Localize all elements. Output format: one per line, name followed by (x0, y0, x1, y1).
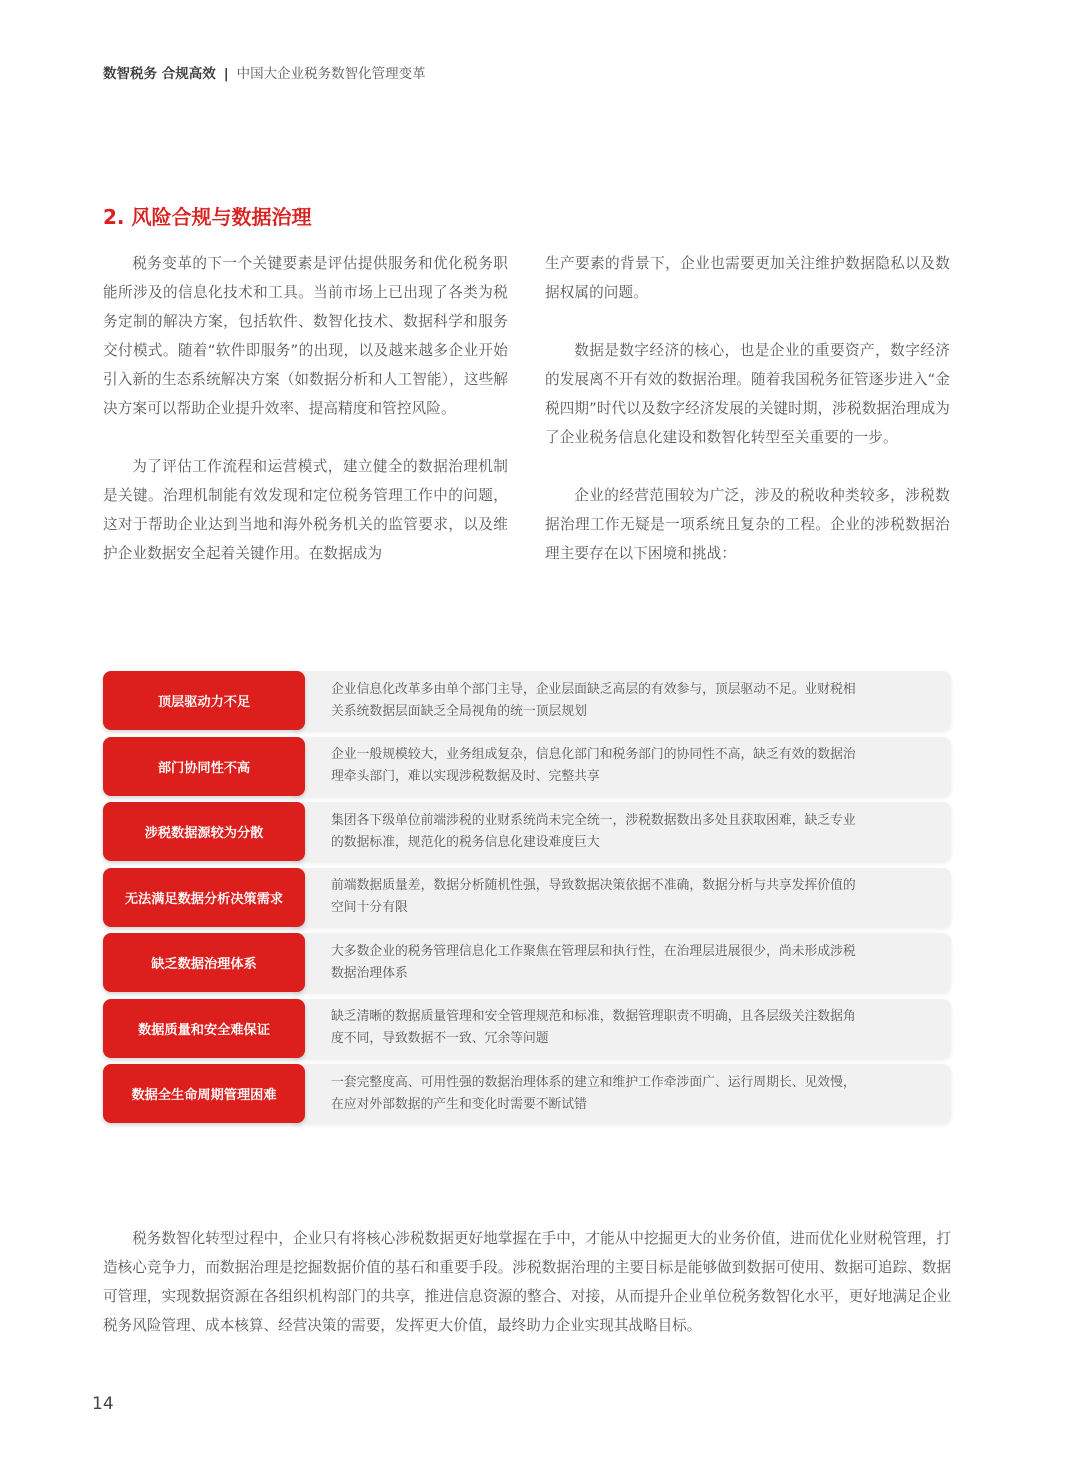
challenge-row (103, 802, 951, 861)
right-paragraph-2: 数据是数字经济的核心，也是企业的重要资产，数字经济的发展离不开有效的数据治理。随着我国税务征管逐步进入“金税四期”时代以及数字经济发展的关键时期，涉税数据治理成为了企业税务信息化建设和数智化转型至关重要的一步。 (545, 342, 950, 446)
left-paragraph-1: 税务变革的下一个关键要素是评估提供服务和优化税务职能所涉及的信息化技术和工具。当前市场上已出现了各类为税务定制的解决方案，包括软件、数智化技术、数据科学和服务交付模式。随着“软件即服务”的出现，以及越来越多企业开始引入新的生态系统解决方案（如数据分析和人工智能），这些解决方案可以帮助企业提升效率、提高精度和管控风险。 (103, 255, 508, 417)
challenge-label: 涉税数据源较为分散 (103, 802, 305, 861)
right-paragraph-1: 生产要素的背景下，企业也需要更加关注维护数据隐私以及数据权属的问题。 (545, 255, 950, 301)
challenge-label: 顶层驱动力不足 (103, 671, 305, 730)
challenge-row (103, 1064, 951, 1123)
challenge-description-line: 集团各下级单位前端涉税的业财系统尚未完全统一，涉税数据数出多处且获取困难，缺乏专业 (331, 812, 856, 828)
challenge-row (103, 868, 951, 927)
header-brand: 数智税务 合规高效 (103, 66, 216, 82)
challenge-description-line: 在应对外部数据的产生和变化时需要不断试错 (331, 1096, 587, 1112)
challenge-description (293, 737, 951, 796)
challenges-list (103, 671, 951, 1130)
challenge-label: 数据质量和安全难保证 (103, 999, 305, 1058)
challenge-description-line: 数据治理体系 (331, 965, 408, 981)
challenge-row (103, 999, 951, 1058)
challenge-description-line: 前端数据质量差，数据分析随机性强，导致数据决策依据不准确，数据分析与共享发挥价值的 (331, 878, 856, 893)
challenge-label: 数据全生命周期管理困难 (103, 1064, 305, 1123)
challenge-description-line: 缺乏清晰的数据质量管理和安全管理规范和标准，数据管理职责不明确，且各层级关注数据角 (331, 1009, 856, 1024)
right-column (545, 249, 950, 568)
challenge-row (103, 671, 951, 730)
challenge-label: 部门协同性不高 (103, 737, 305, 796)
challenge-description (293, 802, 951, 861)
header-subtitle: 中国大企业税务数智化管理变革 (236, 66, 426, 82)
challenge-label: 缺乏数据治理体系 (103, 933, 305, 992)
challenge-description (293, 671, 951, 730)
header-separator: | (223, 66, 229, 82)
challenge-description-line: 空间十分有限 (331, 900, 408, 915)
challenge-description-line: 的数据标准，规范化的税务信息化建设难度巨大 (331, 834, 600, 850)
challenge-description (293, 999, 951, 1058)
challenge-label: 无法满足数据分析决策需求 (103, 868, 305, 927)
challenge-description-line: 度不同，导致数据不一致、冗余等问题 (331, 1031, 549, 1046)
page-number: 14 (92, 1394, 114, 1414)
left-column (103, 249, 508, 568)
right-paragraph-3: 企业的经营范围较为广泛，涉及的税收种类较多，涉税数据治理工作无疑是一项系统且复杂的工程。企业的涉税数据治理主要存在以下困境和挑战： (545, 487, 950, 562)
challenge-description-line: 理牵头部门，难以实现涉税数据及时、完整共享 (331, 769, 600, 784)
challenge-description-line: 一套完整度高、可用性强的数据治理体系的建立和维护工作牵涉面广、运行周期长、见效慢， (331, 1074, 856, 1090)
conclusion-paragraph: 税务数智化转型过程中，企业只有将核心涉税数据更好地掌握在手中，才能从中挖掘更大的业务价值，进而优化业财税管理，打造核心竞争力，而数据治理是挖掘数据价值的基石和重要手段。涉税数据治理的主要目标是能够做到数据可使用、数据可追踪、数据可管理，实现数据资源在各组织机构部门的共享，推进信息资源的整合、对接，从而提升企业单位税务数智化水平，更好地满足企业税务风险管理、成本核算、经营决策的需要，发挥更大价值，最终助力企业实现其战略目标。 (103, 1230, 951, 1334)
challenge-description (293, 933, 951, 992)
challenge-description-line: 大多数企业的税务管理信息化工作聚焦在管理层和执行性，在治理层进展很少，尚未形成涉税 (331, 943, 856, 959)
left-paragraph-2: 为了评估工作流程和运营模式，建立健全的数据治理机制是关键。治理机制能有效发现和定位税务管理工作中的问题，这对于帮助企业达到当地和海外税务机关的监管要求，以及维护企业数据安全起着关键作用。在数据成为 (103, 458, 508, 562)
challenge-description-line: 企业一般规模较大，业务组成复杂，信息化部门和税务部门的协同性不高，缺乏有效的数据治 (331, 747, 856, 762)
challenge-description-line: 关系统数据层面缺乏全局视角的统一顶层规划 (331, 703, 587, 719)
challenge-description-line: 企业信息化改革多由单个部门主导，企业层面缺乏高层的有效参与，顶层驱动不足。业财税相 (331, 681, 856, 697)
running-header (103, 62, 426, 82)
challenge-row (103, 933, 951, 992)
challenge-row (103, 737, 951, 796)
challenge-description (293, 868, 951, 927)
section-title: 2. 风险合规与数据治理 (103, 205, 312, 229)
challenge-description (293, 1064, 951, 1123)
